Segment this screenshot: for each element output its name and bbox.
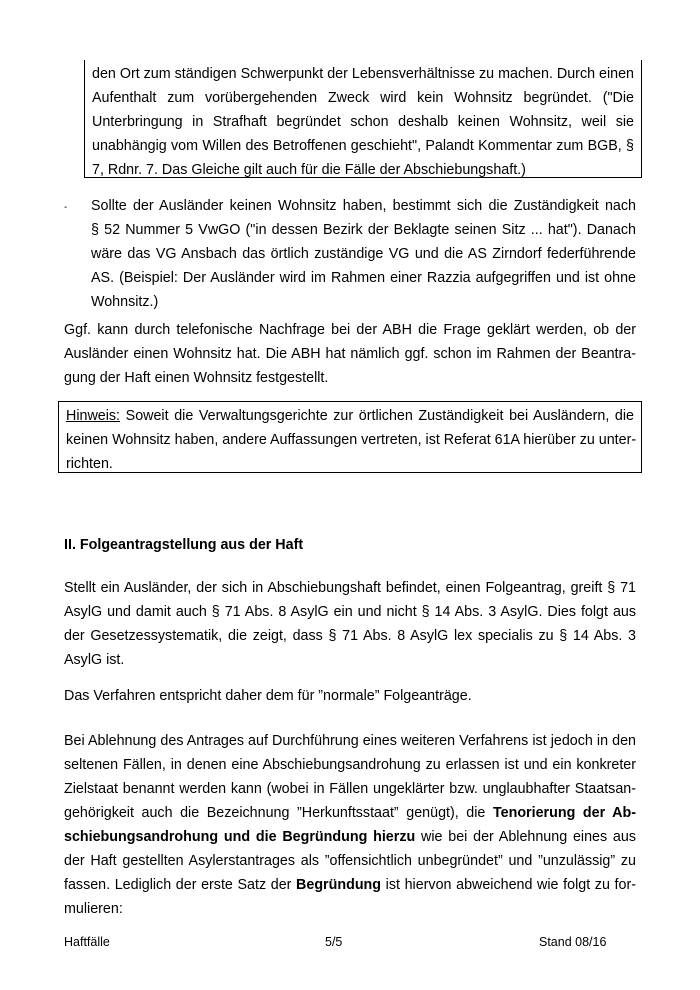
bullet-paragraph — [91, 194, 636, 314]
footer-page-number: 5/5 — [325, 935, 343, 949]
text-run: wie bei der Ablehnung eines aus — [415, 829, 636, 845]
bold-run: schiebungsandrohung und die Begründung hierzu — [64, 829, 416, 845]
text-run: gehörigkeit auch die Bezeichnung ”Herkunftsstaat” genügt), die — [64, 805, 493, 821]
text-line: keinen Wohnsitz haben, andere Auffassungen vertreten, ist Referat 61A hierüber zu unter- — [66, 432, 637, 448]
text-line — [66, 404, 634, 428]
bold-run: Begründung — [296, 877, 382, 893]
text-line: AS. (Beispiel: Der Ausländer wird im Rahmen einer Razzia aufgegriffen und ist ohne — [91, 270, 636, 286]
text-line: Sollte der Ausländer keinen Wohnsitz haben, bestimmt sich die Zuständigkeit nach — [91, 198, 636, 214]
text-line: Ausländer einen Wohnsitz hat. Die ABH hat nämlich ggf. schon im Rahmen der Beantra- — [64, 346, 636, 362]
text-line: der Haft gestellten Asylerstantrages als ”offensichtlich unbegründet” und ”unzulässig” zu — [64, 853, 636, 869]
footer-version: Stand 08/16 — [539, 935, 607, 949]
text-line: Bei Ablehnung des Antrages auf Durchführung eines weiteren Verfahrens ist jedoch in den — [64, 733, 636, 749]
text-line: Aufenthalt zum vorübergehenden Zweck wird kein Wohnsitz begründet. ("Die — [92, 90, 634, 106]
text-line: 7, Rdnr. 7. Das Gleiche gilt auch für die Fälle der Abschiebungshaft.) — [92, 162, 526, 178]
abh-paragraph — [64, 318, 636, 390]
text-line: den Ort zum ständigen Schwerpunkt der Lebensverhältnisse zu machen. Durch einen — [92, 66, 634, 82]
text-line — [64, 873, 636, 897]
text-line: Wohnsitz.) — [91, 294, 159, 310]
text-line: Zielstaat benannt werden kann (wobei in Fällen ungeklärter bzw. unglaubhafter Staatsan- — [64, 781, 636, 797]
section-heading: II. Folgeantragstellung aus der Haft — [64, 537, 304, 553]
text-line: richten. — [66, 456, 113, 472]
ablehnung-paragraph — [64, 729, 636, 921]
text-line: AsylG und damit auch § 71 Abs. 8 AsylG ein und nicht § 14 Abs. 3 AsylG. Dies folgt aus — [64, 604, 636, 620]
text-line: Ggf. kann durch telefonische Nachfrage bei der ABH die Frage geklärt werden, ob der — [64, 322, 636, 338]
text-line: seltenen Fällen, in denen eine Abschiebungsandrohung zu erlassen ist und ein konkreter — [64, 757, 636, 773]
text-run: fassen. Lediglich der erste Satz der — [64, 877, 297, 893]
text-line: gung der Haft einen Wohnsitz festgestellt. — [64, 370, 329, 386]
text-line: unabhängig vom Willen des Betroffenen geschieht", Palandt Kommentar zum BGB, § — [92, 138, 634, 154]
text-line: Das Verfahren entspricht daher dem für ”normale” Folgeanträge. — [64, 688, 472, 704]
text-line: mulieren: — [64, 901, 123, 917]
text-run: ist hiervon abweichend wie folgt zu for- — [381, 877, 636, 893]
folgeantrag-paragraph — [64, 576, 636, 672]
hinweis-label: Hinweis: — [66, 408, 121, 424]
hinweis-line1-rest: Soweit die Verwaltungsgerichte zur örtlichen Zuständigkeit bei Ausländern, die — [120, 408, 634, 424]
text-line: der Gesetzessystematik, die zeigt, dass § 71 Abs. 8 AsylG lex specialis zu § 14 Abs. 3 — [64, 628, 636, 644]
hinweis-text — [66, 404, 637, 476]
hinweis-box — [58, 401, 642, 473]
text-line — [64, 801, 636, 825]
footer-title: Haftfälle — [64, 935, 110, 949]
text-line — [64, 825, 636, 849]
text-line: Stellt ein Ausländer, der sich in Abschiebungshaft befindet, einen Folgeantrag, greift § 71 — [64, 580, 636, 596]
verfahren-paragraph — [64, 684, 636, 708]
text-line: § 52 Nummer 5 VwGO ("in dessen Bezirk der Beklagte seinen Sitz ... hat"). Danach — [91, 222, 636, 238]
continued-note-text — [92, 62, 634, 182]
continued-note-box — [84, 60, 642, 178]
text-line: wäre das VG Ansbach das örtlich zuständige VG und die AS Zirndorf federführende — [91, 246, 636, 262]
text-line: Unterbringung in Strafhaft begründet schon deshalb keinen Wohnsitz, weil sie — [92, 114, 634, 130]
text-line: AsylG ist. — [64, 652, 125, 668]
bullet-marker: - — [64, 202, 68, 213]
bold-run: Tenorierung der Ab- — [492, 805, 636, 821]
